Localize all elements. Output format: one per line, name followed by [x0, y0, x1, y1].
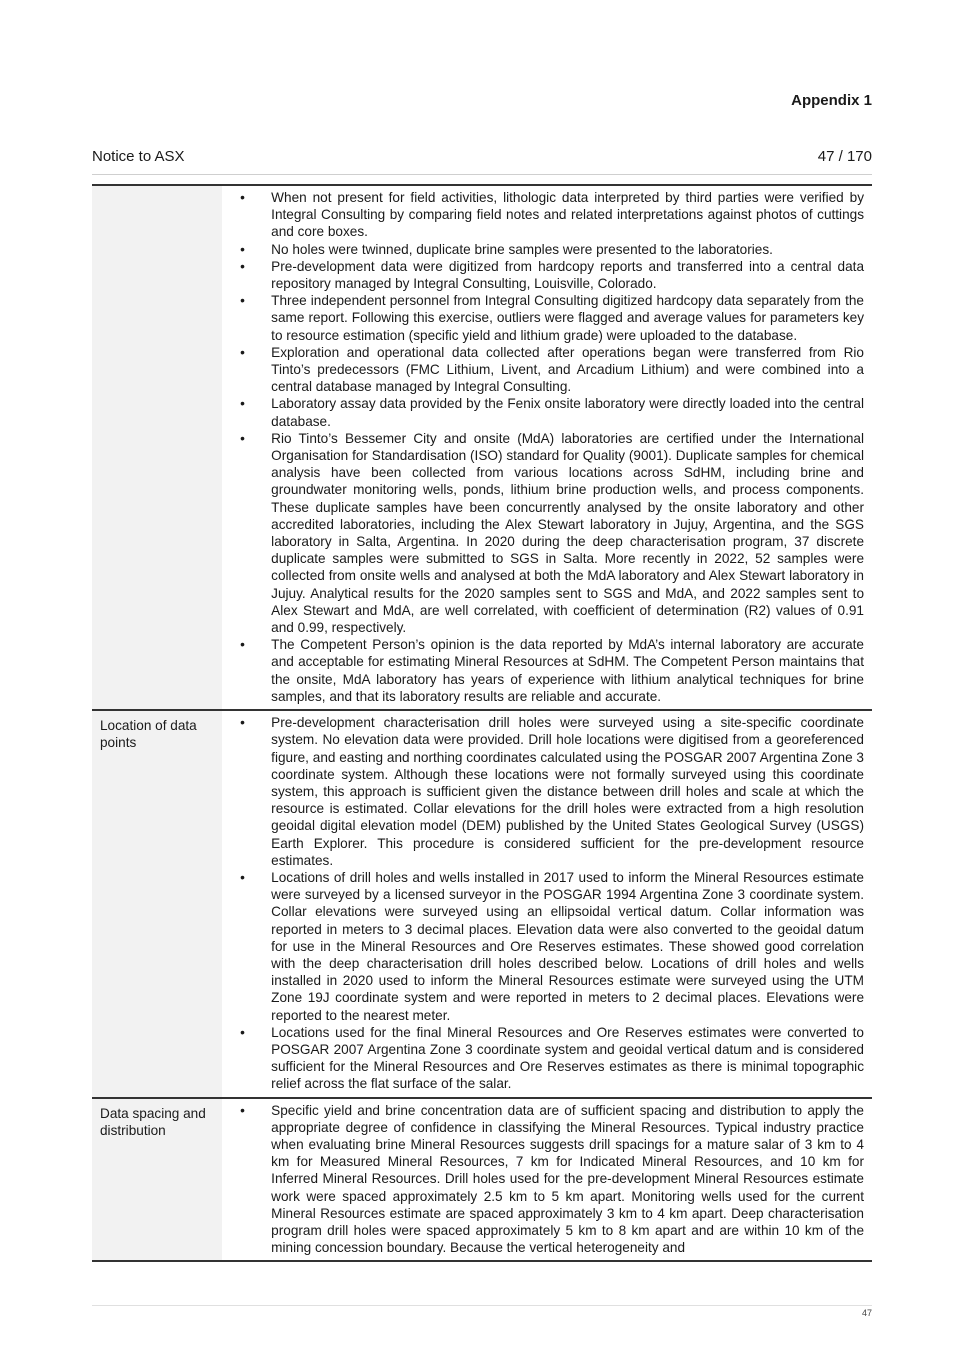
criteria-label: Data spacing and distribution — [92, 1098, 222, 1262]
bullet-icon: • — [240, 869, 245, 885]
appendix-title: Appendix 1 — [791, 92, 872, 109]
criteria-commentary — [222, 1098, 872, 1262]
page-indicator: 47 / 170 — [817, 148, 872, 165]
list-item — [109, 869, 864, 1024]
criteria-commentary — [222, 185, 872, 710]
criteria-label: Location of data points — [92, 710, 222, 1097]
header-divider — [92, 174, 872, 175]
bullet-text: Pre-development data were digitized from hardcopy reports and transferred into a central data repository managed by Integral Consulting, Louisville, Colorado. — [271, 258, 864, 292]
bullet-icon: • — [240, 637, 245, 653]
list-item — [109, 189, 864, 241]
bullet-icon: • — [240, 190, 245, 205]
list-item — [109, 292, 864, 344]
list-item — [109, 241, 864, 258]
list-item — [109, 714, 864, 869]
bullet-text: The Competent Person’s opinion is the data reported by MdA’s internal laboratory are accurate and acceptable for estimating Mineral Resources at SdHM. The Competent Person maintains that the onsite, MdA laboratory has years of experience with lithium analytical techniques for brine samples, and that its laboratory results are reliable and accurate. — [271, 637, 864, 704]
bullet-text: When not present for field activities, lithologic data interpreted by third parties were verified by Integral Consulting by comparing field notes and related interpretations against photos of cuttings and core boxes. — [271, 190, 864, 240]
bullet-text: Three independent personnel from Integral Consulting digitized hardcopy data separately from the same report. Following this exercise, outliers were flagged and average values for parameters key to resource estimation (specific yield and lithium grade) were uploaded to the database. — [271, 293, 864, 343]
list-item — [109, 636, 864, 705]
bullet-text: No holes were twinned, duplicate brine samples were presented to the laboratories. — [271, 241, 773, 257]
bullet-text: Exploration and operational data collected after operations began were transferred from Rio Tinto’s predecessors (FMC Lithium, Livent, and Arcadium Lithium) and were combined into a central database managed by Integral Consulting. — [271, 344, 864, 395]
criteria-table — [92, 184, 872, 1262]
bullet-list — [222, 189, 864, 705]
bullet-text: Pre-development characterisation drill holes were surveyed using a site-specific coordinate system. No elevation data were provided. Drill hole locations were digitised from a georeferenced figure, and easting and northing coordinates calculated using the POSGAR 2007 Argentina Zone 3 coordinate system. Although these locations were not formally surveyed using this coordinate system, this approach is sufficient given the distance between drill holes and scale at which the resource is estimated. Collar elevations for the drill holes were extracted from a high resolution geoidal digital elevation model (DEM) published by the United States Geological Survey (USGS) Earth Explorer. This procedure is considered sufficient for the pre-development resource estimates. — [271, 715, 864, 868]
criteria-table-body — [92, 185, 872, 1261]
bullet-icon: • — [240, 396, 245, 412]
footer-page-number: 47 — [861, 1308, 872, 1318]
table-row — [92, 710, 872, 1097]
bullet-list — [222, 1102, 864, 1257]
list-item — [109, 1024, 864, 1093]
bullet-icon: • — [240, 293, 245, 309]
bullet-text: Laboratory assay data provided by the Fenix onsite laboratory were directly loaded into the central database. — [271, 396, 864, 429]
list-item — [109, 395, 864, 429]
bullet-icon: • — [240, 1024, 245, 1040]
bullet-icon: • — [240, 241, 245, 257]
bullet-text: Locations of drill holes and wells installed in 2017 used to inform the Mineral Resources estimate were surveyed by a licensed surveyor in the POSGAR 1994 Argentina Zone 3 coordinate system. Collar elevations were surveyed using an ellipsoidal vertical datum. Collar information was reported in meters to 3 decimal places. Elevation data were also converted to the geoidal datum for use in the Mineral Resources and Ore Reserves estimates. These showed good correlation with the deep characterisation drill holes described below. Locations of drill holes and wells installed in 2020 used to inform the Mineral Resources estimate were surveyed using the UTM Zone 19J coordinate system and were reported in meters to 2 decimal places. Elevations were reported to the nearest meter. — [271, 869, 864, 1023]
criteria-commentary — [222, 710, 872, 1097]
bullet-icon: • — [240, 258, 245, 274]
bullet-icon: • — [240, 430, 245, 446]
list-item — [109, 258, 864, 292]
table-row — [92, 185, 872, 710]
list-item — [109, 1102, 864, 1257]
list-item — [109, 430, 864, 636]
footer-divider — [92, 1305, 872, 1306]
bullet-text: Locations used for the final Mineral Resources and Ore Reserves estimates were converted to POSGAR 2007 Argentina Zone 3 coordinate system and geoidal vertical datum and is considered sufficient for the Mineral Resources and Ore Reserves estimates as there is minimal topographic relief across the flat surface of the salar. — [271, 1024, 864, 1092]
list-item — [109, 344, 864, 396]
notice-label: Notice to ASX — [92, 148, 185, 165]
bullet-icon: • — [240, 344, 245, 360]
bullet-icon: • — [240, 715, 245, 731]
bullet-icon: • — [240, 1102, 245, 1118]
table-row — [92, 1098, 872, 1262]
bullet-text: Specific yield and brine concentration data are of sufficient spacing and distribution to apply the appropriate degree of confidence in classifying the Mineral Resources. Typical industry practice when evaluating brine Mineral Resources suggests drill spacings for a mature salar of 3 km to 4 km for Measured Mineral Resources, 7 km for Indicated Mineral Resources, and 10 km for Inferred Mineral Resources. Drill holes used for the pre-development Mineral Resources estimate work were spaced approximately 2.5 km to 5 km apart. Monitoring wells used for the current Mineral Resources estimate are spaced approximately 3 km to 4 km apart. Deep characterisation program drill holes were spaced approximately 5 km to 8 km apart and are within 10 km of the mining concession boundary. Because the vertical heterogeneity and — [271, 1102, 864, 1256]
bullet-list — [222, 714, 864, 1092]
bullet-text: Rio Tinto’s Bessemer City and onsite (MdA) laboratories are certified under the International Organisation for Standardisation (ISO) standard for Quality (9001). Duplicate samples for chemical analysis have been collected from various locations across SdHM, including brine and groundwater monitoring wells, ponds, lithium brine production wells, and process components. These duplicate samples have been concurrently analysed by the onsite laboratory and other accredited laboratories, including the Alex Stewart laboratory in Jujuy, Argentina, and the SGS laboratory in Salta, Argentina. In 2020 during the deep characterisation program, 37 discrete duplicate samples were submitted to SGS in Salta. More recently in 2022, 52 samples were collected from onsite wells and analysed at both the MdA laboratory and Alex Stewart laboratory in Jujuy. Analytical results for the 2020 samples sent to SGS and MdA, and 2022 samples sent to Alex Stewart and MdA, are well correlated, with coefficient of determination (R2) values of 0.91 and 0.99, respectively. — [271, 430, 864, 636]
